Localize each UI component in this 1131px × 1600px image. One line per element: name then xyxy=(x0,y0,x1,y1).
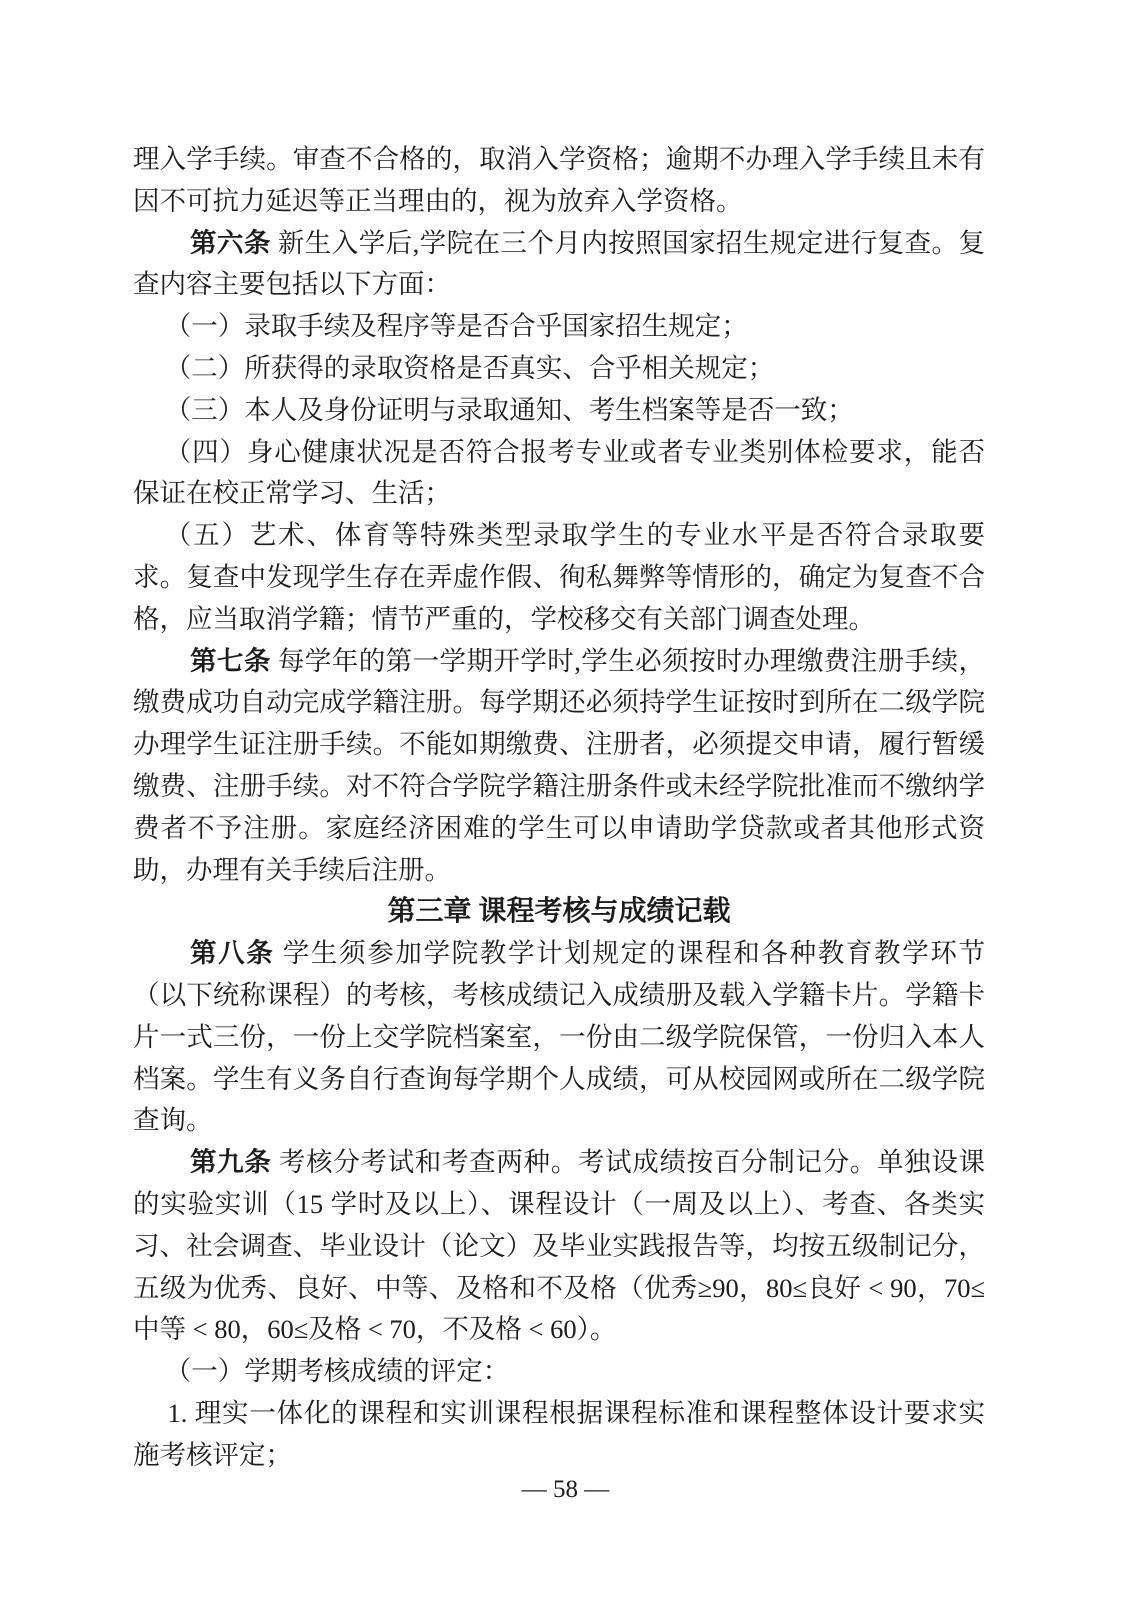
paragraph: 第九条 考核分考试和考查两种。考试成绩按百分制记分。单独设课的实验实训（15 学时及以上）、课程设计（一周及以上）、考查、各类实习、社会调查、毕业设计（论文）及毕业实践报告等，均按五级制记分，五级为优秀、良好、中等、及格和不及格（优秀≥90，80≤良好 < 90，70≤中等 < 80，60≤及格 < 70，不及格 < 60）。 xyxy=(133,1147,986,1345)
paragraph: （一）录取手续及程序等是否合乎国家招生规定； xyxy=(164,311,748,342)
paragraph: （五）艺术、体育等特殊类型录取学生的专业水平是否符合录取要求。复查中发现学生存在弄虚作假、徇私舞弊等情形的，确定为复查不合格，应当取消学籍；情节严重的，学校移交有关部门调查处理。 xyxy=(133,520,985,634)
document-content xyxy=(133,139,985,1477)
paragraph: 第七条 每学年的第一学期开学时,学生必须按时办理缴费注册手续，缴费成功自动完成学籍注册。每学期还必须持学生证按时到所在二级学院办理学生证注册手续。不能如期缴费、注册者，必须提交申请，履行暂缓缴费、注册手续。对不符合学院学籍注册条件或未经学院批准而不缴纳学费者不予注册。家庭经济困难的学生可以申请助学贷款或者其他形式资助，办理有关手续后注册。 xyxy=(133,645,985,885)
article-label: 第九条 xyxy=(189,1147,272,1178)
paragraph: 1. 理实一体化的课程和实训课程根据课程标准和课程整体设计要求实施考核评定； xyxy=(133,1397,985,1470)
paragraph: 第八条 学生须参加学院教学计划规定的课程和各种教育教学环节（以下统称课程）的考核，考核成绩记入成绩册及载入学籍卡片。学籍卡片一式三份，一份上交学院档案室，一份由二级学院保管，一份归入本人档案。学生有义务自行查询每学期个人成绩，可从校园网或所在二级学院查询。 xyxy=(133,938,986,1136)
paragraph: （三）本人及身份证明与录取通知、考生档案等是否一致； xyxy=(164,394,854,425)
page-footer xyxy=(0,1476,1131,1504)
article-label: 第七条 xyxy=(189,645,271,676)
paragraph: 理入学手续。审查不合格的，取消入学资格；逾期不办理入学手续且未有因不可抗力延迟等正当理由的，视为放弃入学资格。 xyxy=(133,144,985,216)
paragraph: （一）学期考核成绩的评定： xyxy=(164,1356,510,1387)
page-number: — 58 — xyxy=(521,1476,610,1503)
paragraph: 第六条 新生入学后,学院在三个月内按照国家招生规定进行复查。复查内容主要包括以下方面： xyxy=(133,227,985,300)
paragraph: （四）身心健康状况是否符合报考专业或者专业类别体检要求，能否保证在校正常学习、生活； xyxy=(133,436,985,509)
chapter-heading: 第三章 课程考核与成绩记载 xyxy=(387,896,731,928)
article-label: 第六条 xyxy=(189,227,271,258)
paragraph: （二）所获得的录取资格是否真实、合乎相关规定； xyxy=(164,352,775,383)
article-label: 第八条 xyxy=(189,938,275,969)
